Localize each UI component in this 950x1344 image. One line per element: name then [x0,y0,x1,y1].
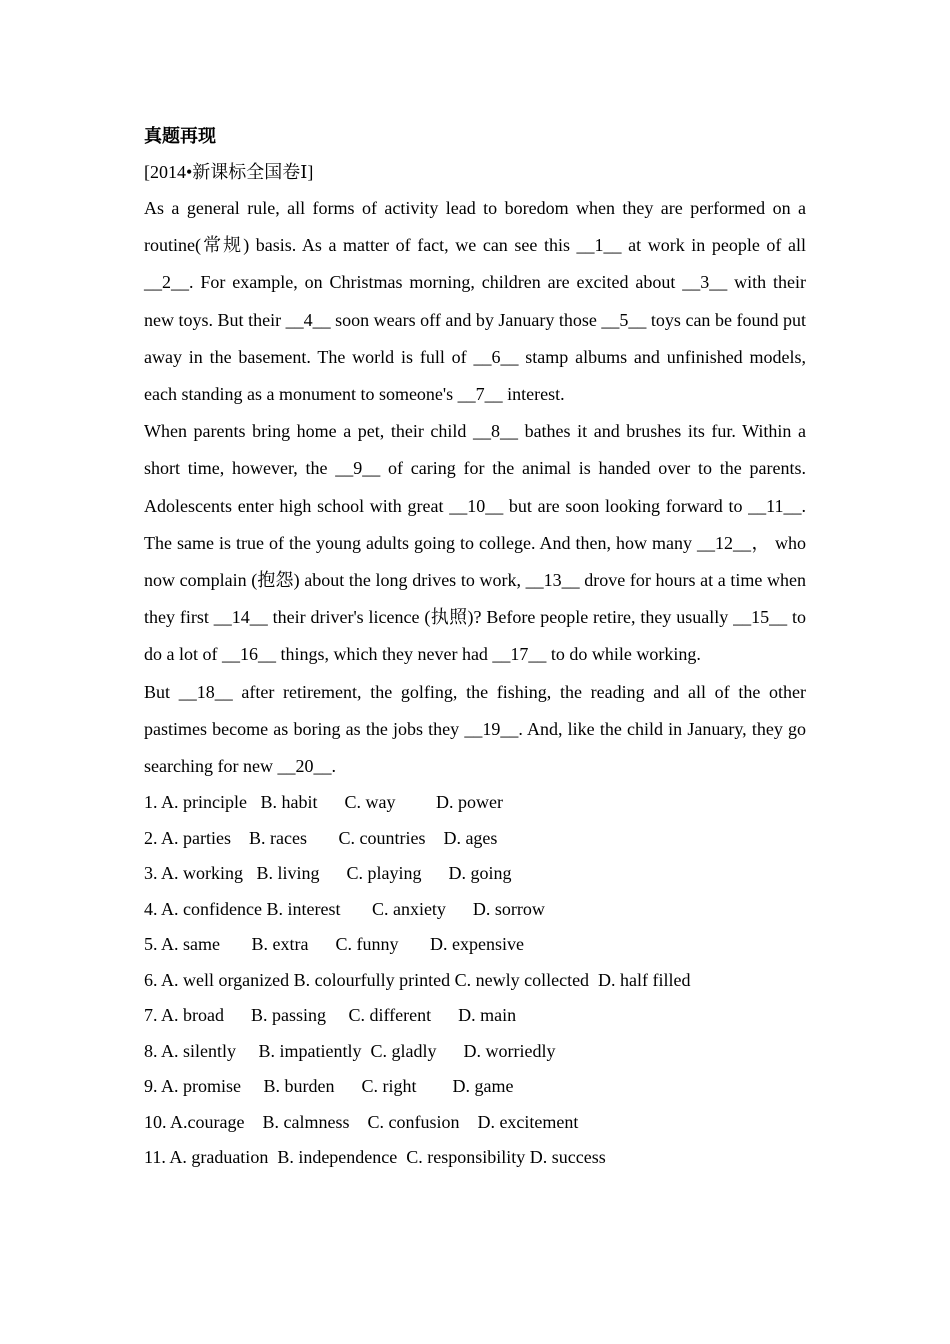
option-row-1: 1. A. principle B. habit C. way D. power [144,792,503,813]
document-page [144,118,806,1176]
answer-options [144,785,806,1176]
option-row-2: 2. A. parties B. races C. countries D. ages [144,827,498,848]
option-row-3: 3. A. working B. living C. playing D. going [144,863,512,884]
option-row-8: 8. A. silently B. impatiently C. gladly D. worriedly [144,1040,556,1061]
option-row-9: 9. A. promise B. burden C. right D. game [144,1076,514,1097]
option-row-5: 5. A. same B. extra C. funny D. expensive [144,934,524,955]
exam-source: [2014•新课标全国卷Ⅰ] [144,162,314,182]
option-row-10: 10. A.courage B. calmness C. confusion D. excitement [144,1111,579,1132]
section-heading: 真题再现 [144,126,216,146]
passage-paragraph-2: When parents bring home a pet, their child __8__ bathes it and brushes its fur. Within a short time, however, the __9__ of caring for the animal is handed over to the parents. Adolescents enter high school with great __10__ but are soon looking forward to __11__. The same is true of the young adults going to college. And then, how many __12__， who now complain (抱怨) about the long drives to work, __13__ drove for hours at a time when they first __14__ their driver's licence (执照)? Before people retire, they usually __15__ to do a lot of __16__ things, which they never had __17__ to do while working. [144,421,806,665]
option-row-11: 11. A. graduation B. independence C. responsibility D. success [144,1147,606,1168]
option-row-4: 4. A. confidence B. interest C. anxiety D. sorrow [144,898,545,919]
option-row-6: 6. A. well organized B. colourfully printed C. newly collected D. half filled [144,969,691,990]
option-row-7: 7. A. broad B. passing C. different D. main [144,1005,517,1026]
passage-paragraph-1: As a general rule, all forms of activity lead to boredom when they are performed on a routine(常规) basis. As a matter of fact, we can see this __1__ at work in people of all __2__. For example, on Christmas morning, children are excited about __3__ with their new toys. But their __4__ soon wears off and by January those __5__ toys can be found put away in the basement. The world is full of __6__ stamp albums and unfinished models, each standing as a monument to someone's __7__ interest. [144,198,806,405]
passage-paragraph-3: But __18__ after retirement, the golfing, the fishing, the reading and all of the other pastimes become as boring as the jobs they __19__. And, like the child in January, they go searching for new __20__. [144,681,806,777]
